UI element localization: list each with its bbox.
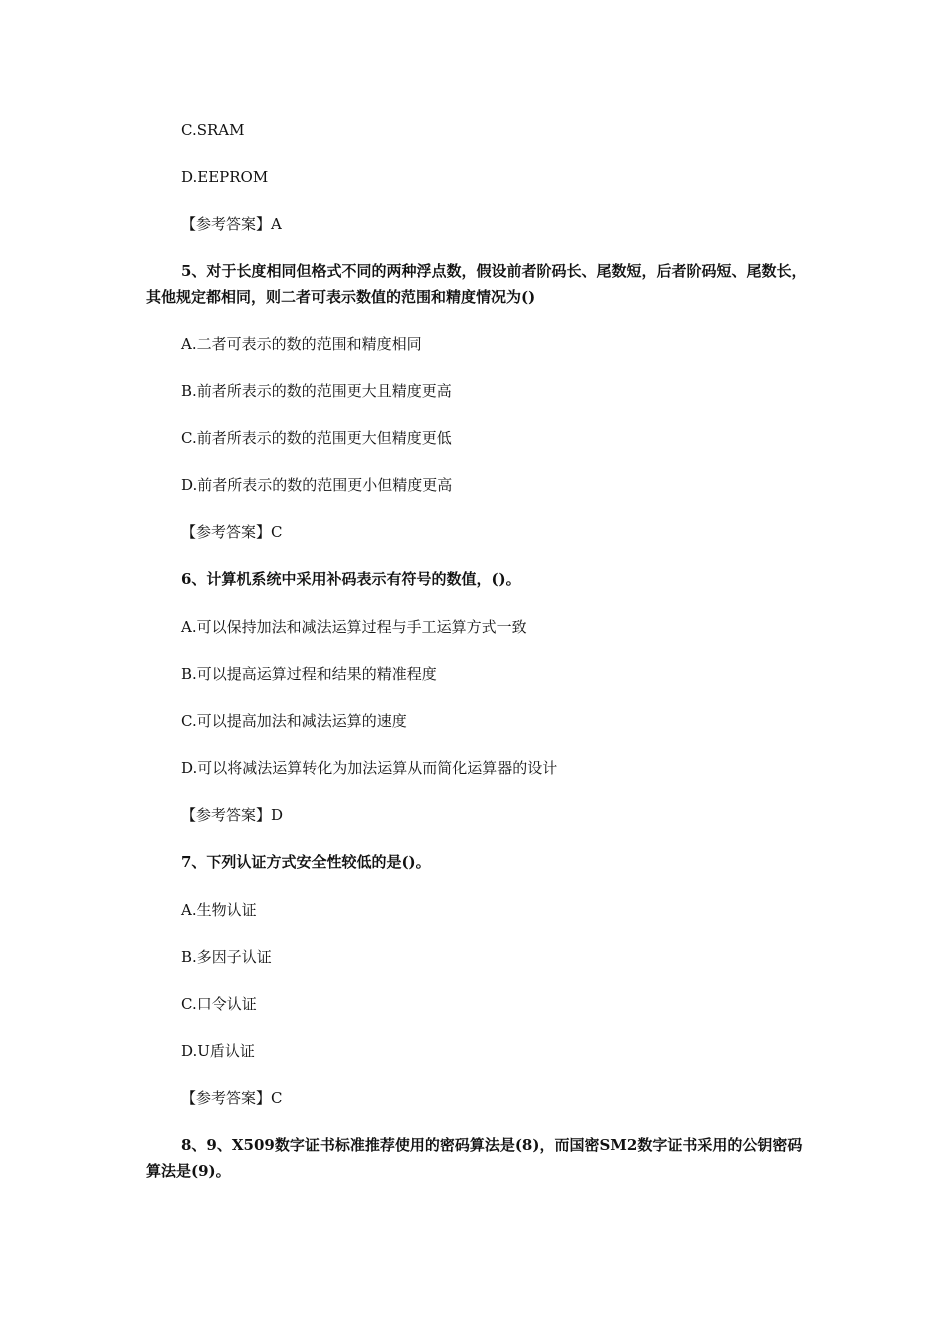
q5-answer: 【参考答案】C [181,523,283,541]
q6-answer: 【参考答案】D [181,806,284,824]
q6-option-b: B.可以提高运算过程和结果的精准程度 [181,665,437,683]
q5-option-c: C.前者所表示的数的范围更大但精度更低 [181,429,452,447]
q89-question: 8、9、X509数字证书标准推荐使用的密码算法是(8)，而国密SM2数字证书采用的公钥密码算法是(9)。 [146,1136,803,1180]
q7-option-a: A.生物认证 [181,901,257,919]
q4-option-d: D.EEPROM [181,168,269,186]
q7-answer: 【参考答案】C [181,1089,283,1107]
q5-question: 5、对于长度相同但格式不同的两种浮点数，假设前者阶码长、尾数短，后者阶码短、尾数长，其他规定都相同，则二者可表示数值的范围和精度情况为() [146,262,807,306]
q6-option-a: A.可以保持加法和减法运算过程与手工运算方式一致 [181,618,527,636]
q4-answer: 【参考答案】A [181,215,282,233]
q5-option-a: A.二者可表示的数的范围和精度相同 [181,335,422,353]
q6-question: 6、计算机系统中采用补码表示有符号的数值，()。 [181,570,521,588]
q6-option-c: C.可以提高加法和减法运算的速度 [181,712,407,730]
q7-question: 7、下列认证方式安全性较低的是()。 [181,853,431,871]
q6-option-d: D.可以将减法运算转化为加法运算从而简化运算器的设计 [181,759,558,777]
q5-option-d: D.前者所表示的数的范围更小但精度更高 [181,476,453,494]
q7-option-c: C.口令认证 [181,995,257,1013]
q5-option-b: B.前者所表示的数的范围更大且精度更高 [181,382,452,400]
q7-option-b: B.多因子认证 [181,948,272,966]
q7-option-d: D.U盾认证 [181,1042,255,1060]
q4-option-c: C.SRAM [181,121,245,139]
